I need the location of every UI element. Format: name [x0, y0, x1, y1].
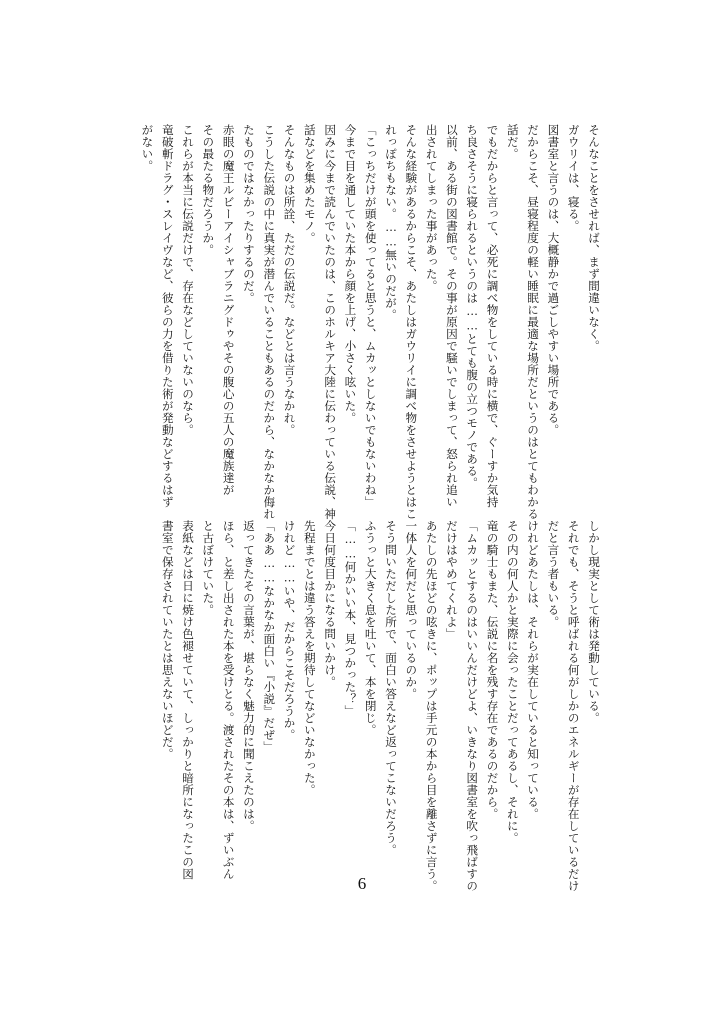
text-line: でもだからと言って、必死に調べ物をしている時に横で、ぐーすか気持 [485, 124, 500, 508]
text-line: と古ぼけていた。 [201, 520, 216, 616]
text-line: 今まで目を通していた本から顔を上げ、小さく呟いた。 [343, 124, 358, 424]
text-block-top [137, 124, 604, 520]
text-line: そう問いただした所で、面白い答えなど返ってこないだろう。 [384, 520, 399, 856]
text-line: 「ムカッとするのはいいんだけどよ、いきなり図書室を吹っ飛ばすの [465, 520, 480, 892]
text-line: けれどあたしは、それらが実在していると知っている。 [526, 520, 541, 820]
text-line: ち良さそうに寝られるというのは……とても腹の立つモノである。 [465, 124, 480, 489]
text-line: 因みに今まで読んでいたのは、このホルキア大陸に伝わっている伝説、神 [323, 124, 338, 520]
text-line: 話などを集めたモノ。 [302, 124, 317, 244]
text-line: 書室で保存されていたとは思えないほどだ。 [160, 520, 175, 760]
text-line: たものではなかったりするのだ。 [241, 124, 256, 304]
text-line: これらが本当に伝説だけで、存在などしていないのなら。 [181, 124, 196, 436]
text-line: だけはやめてくれよ」 [444, 520, 459, 640]
text-line: ほら、と差し出された本を受けとる。渡されたその本は、ずいぶん [221, 520, 236, 880]
text-line: 今日何度目かになる問いかけ。 [323, 520, 338, 688]
text-line: 一体人を何だと思っているのか。 [404, 520, 419, 700]
text-line: けれど……いや、だからこそだろうか。 [282, 520, 297, 741]
text-line: だからこそ、昼寝程度の軽い睡眠に最適な場所だというのはとてもわかる [526, 124, 541, 520]
text-line: 図書室と言うのは、大概静かで過ごしやすい場所である。 [546, 124, 561, 436]
text-line: ガウリイは、寝る。 [566, 124, 581, 232]
text-line: 竜破斬ドラグ・スレイヴなど、彼らの力を借りた術が発動などするはず [160, 124, 175, 508]
text-line: 「……何かいい本、見つかった？」 [343, 520, 358, 717]
text-line: 返ってきたその言葉が、堪らなく魅力的に聞こえたのは。 [241, 520, 256, 832]
text-line: その最たる物だろうか。 [201, 124, 216, 256]
text-line: 先程までとは違う答えを期待してなどいなかった。 [302, 520, 317, 796]
text-line: 赤眼の魔王ルビーアイシャブラニグドゥやその腹心の五人の魔族達が [221, 124, 236, 496]
text-line: れっぽちもない。……無いのだが。 [384, 124, 399, 321]
text-line: ふうっと大きく息を吐いて、本を閉じ。 [363, 520, 378, 736]
text-line: あたしの先ほどの呟きに、ポップは手元の本から目を離さずに言う。 [424, 520, 439, 892]
text-line: 「こっちだけが頭を使ってると思うと、ムカッとしないでもないわね」 [363, 124, 378, 508]
text-line: そんな経験があるからこそ、あたしはガウリイに調べ物をさせようとはこ [404, 124, 419, 520]
text-line: そんなことをさせれば、まず間違いなく。 [587, 124, 601, 352]
text-line: 以前、ある街の図書館で。その事が原因で騒いでしまって、怒られ追い [444, 124, 459, 508]
text-line: しかし現実として術は発動している。 [587, 520, 601, 724]
text-line: 表紙などは日に焼け色褪せていて、しっかりと暗所になったこの図 [181, 520, 196, 880]
text-line: がない。 [140, 124, 155, 172]
text-line: こうした伝説の中に真実が潜んでいることもあるのだから、なかなか侮れ [262, 124, 277, 520]
page-number: 6 [357, 874, 367, 893]
text-line: その内の何人かと実際に会ったことだってあるし、それに。 [505, 520, 520, 844]
text-block-bottom [157, 520, 604, 900]
text-line: だと言う者もいる。 [546, 520, 561, 628]
text-line: 話だ。 [505, 124, 520, 160]
text-line: それでも、そうと呼ばれる何がしかのエネルギーが存在しているだけ [566, 520, 581, 892]
text-line: 「ああ……なかなか面白い『小説』だぜ」 [262, 520, 277, 753]
text-line: 竜の騎士もまた、伝説に名を残す存在であるのだから。 [485, 520, 500, 820]
text-line: そんなものは所詮、ただの伝説だ。などとは言うなかれ。 [282, 124, 297, 436]
text-line: 出されてしまった事があった。 [424, 124, 439, 292]
